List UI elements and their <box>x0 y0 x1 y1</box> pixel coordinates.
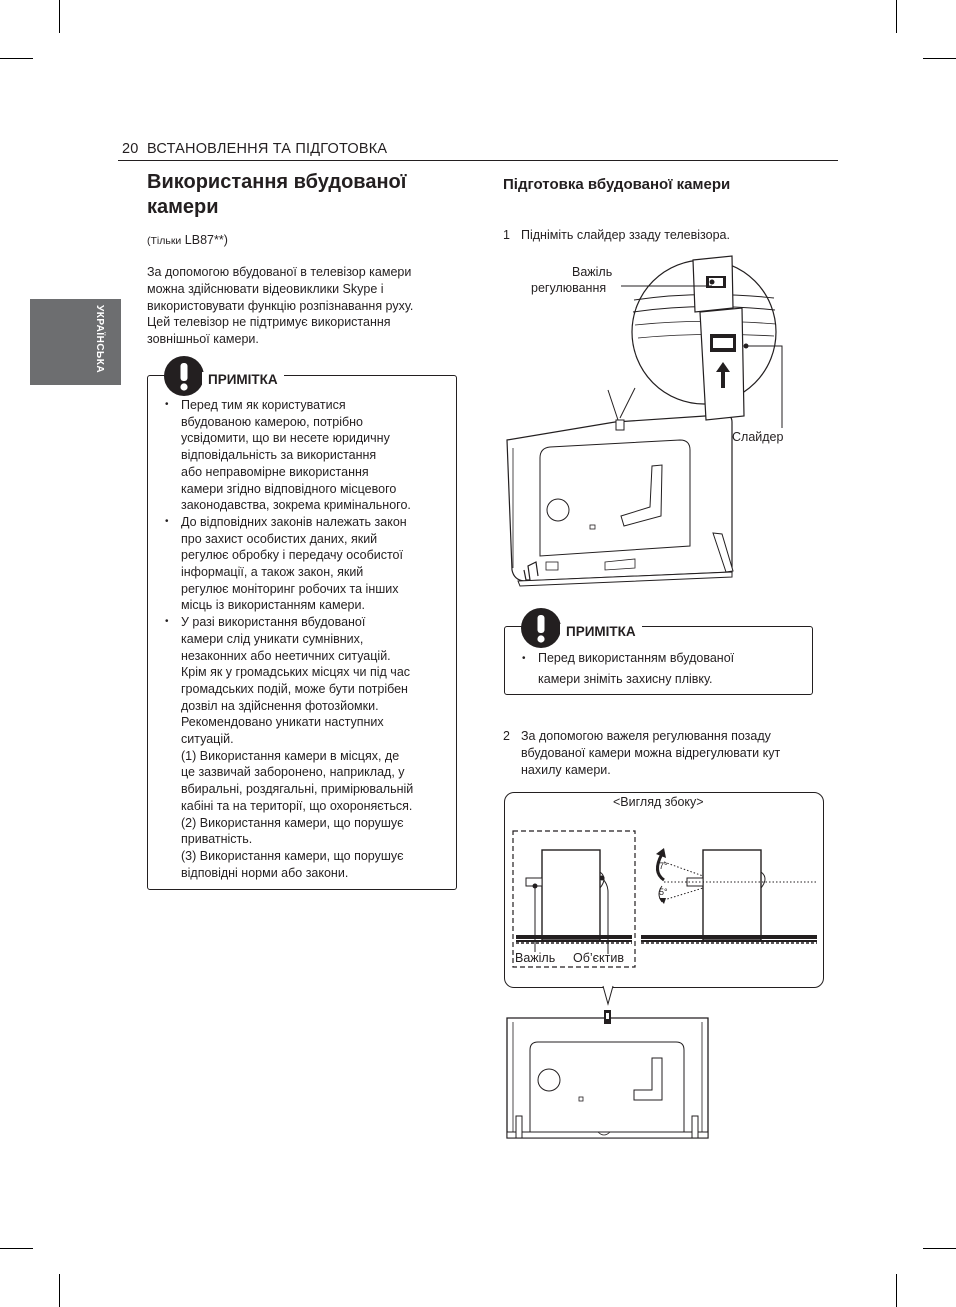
header-divider <box>118 160 838 161</box>
note-line: вбудованою камерою, потрібно <box>181 414 364 429</box>
note-line: камери згідно відповідного місцевого <box>181 481 397 496</box>
step-text: вбудованої камери можна відрегулювати кут <box>521 745 781 760</box>
warning-icon <box>520 607 562 649</box>
slider-label: Слайдер <box>732 430 784 444</box>
note-line: дозвіл на здійснення фотозйомки. <box>181 698 379 713</box>
lever-label-line2: регулювання <box>531 281 607 295</box>
note-line: про захист особистих даних, який <box>181 531 378 546</box>
model-note <box>147 233 228 247</box>
language-label: УКРАЇНСЬКА <box>94 305 105 374</box>
list-item <box>165 514 450 614</box>
note-line: вбиральні, роздягальні, примірювальній <box>181 782 414 797</box>
section-title: ВСТАНОВЛЕННЯ ТА ПІДГОТОВКА <box>147 141 388 157</box>
note-line: • У разі використання вбудованої <box>181 615 366 630</box>
note-line: камери слід уникати сумнівних, <box>181 631 364 646</box>
note-list <box>165 397 450 881</box>
note-line: (2) Використання камери, що порушує <box>181 815 404 830</box>
step-1 <box>503 227 823 244</box>
list-item <box>522 648 807 690</box>
crop-mark <box>0 1248 33 1249</box>
step-2 <box>503 728 823 778</box>
intro-line: зовнішньої камери. <box>147 332 259 347</box>
view-caption: <Вигляд збоку> <box>613 795 704 809</box>
intro-line: Цей телевізор не підтримує використання <box>147 315 391 330</box>
intro-paragraph <box>147 264 457 348</box>
warning-icon <box>163 355 205 397</box>
note-line: Рекомендовано уникати наступних <box>181 715 384 730</box>
step-text: нахилу камери. <box>521 762 611 777</box>
note-line: (1) Використання камери в місцях, де <box>181 748 400 763</box>
crop-mark <box>896 1274 897 1307</box>
intro-line: використовувати функцію розпізнавання руху. <box>147 298 414 313</box>
model-value: LB87**) <box>184 233 228 247</box>
note-line: усвідомити, що ви несете юридичну <box>181 431 390 446</box>
side-view-illustration <box>504 792 822 1042</box>
note-line: це зазвичай заборонено, наприклад, у <box>181 765 405 780</box>
note-line: Крім як у громадських місцях чи під час <box>181 665 411 680</box>
crop-mark <box>896 0 897 33</box>
crop-mark <box>59 0 60 33</box>
note-line: регулює обробку і передачу особистої <box>181 548 403 563</box>
note-line: кабіні та на території, що охороняється. <box>181 798 413 813</box>
step-number: 2 <box>503 729 510 743</box>
note-line: незаконних або неетичних ситуацій. <box>181 648 391 663</box>
model-prefix: (Тільки <box>147 235 182 247</box>
crop-mark <box>0 58 33 59</box>
section-heading: Використання вбудованої камери <box>147 171 407 218</box>
step-text: За допомогою важеля регулювання позаду <box>521 729 771 743</box>
tv-back-illustration <box>504 1008 714 1148</box>
step-number: 1 <box>503 228 510 242</box>
list-item <box>165 614 450 881</box>
note-heading: ПРИМІТКА <box>202 372 284 387</box>
note-line: законодавства, зокрема кримінального. <box>181 498 411 513</box>
crop-mark <box>59 1274 60 1307</box>
lever-label: Важіль <box>515 951 556 965</box>
note-line: ситуацій. <box>181 732 234 747</box>
note-line: • Перед використанням вбудованої <box>538 651 735 665</box>
intro-line: можна здійснювати відеовиклики Skype і <box>147 281 384 296</box>
lens-label: Об’єктив <box>573 951 624 965</box>
crop-mark <box>923 58 956 59</box>
note-line: громадських подій, може бути потрібен <box>181 681 408 696</box>
note-list <box>522 648 807 690</box>
note-line: (3) Використання камери, що порушує <box>181 848 404 863</box>
note-line: інформації, а також закон, який <box>181 565 364 580</box>
note-line: приватність. <box>181 832 253 847</box>
lever-label-line1: Важіль <box>572 265 613 279</box>
note-line: або неправомірне використання <box>181 464 369 479</box>
angle-down-label: 5° <box>659 887 668 897</box>
note-line: камери зніміть захисну плівку. <box>538 672 713 686</box>
tv-back-slider-illustration <box>500 250 820 590</box>
note-line: відповідні норми або закони. <box>181 865 349 880</box>
crop-mark <box>923 1248 956 1249</box>
note-line: регулює моніторинг робочих та інших <box>181 581 399 596</box>
page-header <box>122 141 387 157</box>
list-item <box>165 397 450 514</box>
note-line: місць із використанням камери. <box>181 598 365 613</box>
intro-line: За допомогою вбудованої в телевізор камери <box>147 265 412 279</box>
note-heading: ПРИМІТКА <box>560 624 642 639</box>
section-heading-right: Підготовка вбудованої камери <box>503 176 731 193</box>
note-line: • До відповідних законів належать закон <box>181 514 407 529</box>
note-line: відповідальність за використання <box>181 448 377 463</box>
note-line: • Перед тим як користуватися <box>181 398 346 412</box>
language-tab <box>30 299 121 385</box>
step-text: Підніміть слайдер ззаду телевізора. <box>521 228 730 242</box>
page-number: 20 <box>122 141 139 157</box>
angle-up-label: 7° <box>659 861 668 871</box>
